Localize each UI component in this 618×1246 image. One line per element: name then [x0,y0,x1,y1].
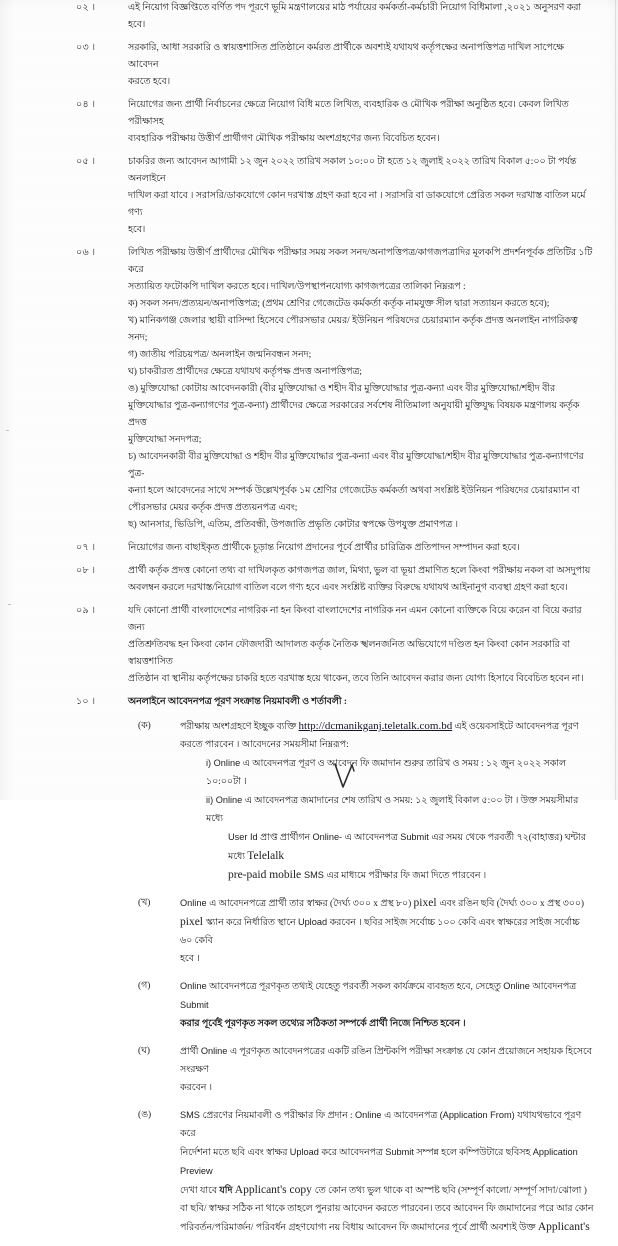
inline-bengali-text: এ আবেদনপত্রে প্রার্থী তার স্বাক্ষর (দৈর্ঘ্য ৩০০ x প্রস্থ ৮০) [209,899,414,909]
text-line [180,1143,594,1181]
text-line: চাকরির জন্য আবেদন আগামী ১২ জুন ২০২২ তারিখ সকাল ১০:০০ টা হতে ১২ জুলাই ২০২২ তারিখ বিকাল ৫:০০ টা পর্যন্ত অনলাইনে [128,157,577,184]
inline-english-text: Submit [400,832,432,842]
inline-english-text: Online [180,898,210,908]
clause-text [120,603,594,688]
text-line: সত্যায়িত ফটোকপি দাখিল করতে হবে। দাখিল/উপস্থাপনযোগ্য কাগজপত্রের তালিকা নিম্নরূপ : [128,282,466,292]
sub-clause-gap [128,968,594,977]
text-line [206,791,594,828]
text-line: হবে। [128,225,146,235]
text-line: অবলম্বন করলে দরখাস্ত/নিয়োগ বাতিল বলে গণ্য হবে এবং সংশ্লিষ্ট ব্যক্তির বিরুদ্ধে যথাযথ আইনানুগ ব্যবস্থা গ্রহণ করা হবে। [128,583,568,593]
inline-bengali-text: পরিবর্তন/পরিমার্জন/ পরিবর্ধন গ্রহণযোগ্য নয় বিধায় আবেদন ফি জমাদানের পূর্বে প্রার্থী অবশ্যই উক্ত [180,1223,538,1233]
clause-row [0,0,618,34]
text-line [180,1200,594,1218]
inline-bengali-text: করবেন । ছবির সাইজ সর্বোচ্চ ১০০ কেবি এবং স্বাক্ষরের সাইজ সর্বোচ্চ ৬০ কেবি [180,918,580,946]
text-line: প্রতিশ্রুতিবদ্ধ হন কিংবা কোন ফৌজদারী আদালত কর্তৃক নৈতিক স্খলনজনিত অভিযোগে দণ্ডিত হন কিংবা কোন সরকারি বা স্বায়ত্তশাসিত [128,640,571,667]
text-line [180,1106,594,1143]
clause-row [0,154,618,239]
clause-number: ১০ । [76,697,96,707]
sub-clause-text [180,1042,594,1097]
sub-clause-gap [128,1237,594,1246]
text-line: ছ) আনসার, ভিডিপি, এতিম, প্রতিবন্ধী, উপজাতি প্রভৃতি কোটার স্বপক্ষে উপযুক্ত প্রমাণপত্র । [128,520,458,530]
inline-english-text: Upload [297,917,330,927]
text-line: ক) সকল সনদ/প্রত্যয়ন/অনাপত্তিপত্র; (প্রথম শ্রেণির গেজেটেড কর্মকর্তা কর্তৃক নামযুক্ত সীল দ্বারা সত্যায়ন করতে হবে); [128,299,550,309]
clause-number: ০৩ । [76,43,96,53]
text-line [180,1079,594,1097]
clause-text [120,540,594,557]
inline-english-text: pixel [180,916,206,928]
clause-number: ০৮ । [76,566,96,576]
text-line [180,894,594,913]
clause-number: ০৪ । [76,100,96,110]
text-line: চ) আবেদনকারী বীর মুক্তিযোদ্ধা ও শহীদ বীর মুক্তিযোদ্ধার পুত্র-কন্যা এবং বীর মুক্তিযোদ্ধা/শহীদ বীর মুক্তিযোদ্ধার পুত্র-কন্যাগণের পুত্র- [128,452,584,479]
inline-bengali-text: যথাযথভাবে পূরণ করে [180,1111,582,1139]
sub-clause-row [128,894,594,968]
inline-bengali-text: আবেদনপত্রে পূরণকৃত তথ্যই যেহেতু পরবর্তী সকল কার্যক্রমে ব্যবহৃত হবে, সেহেতু [209,982,504,992]
clause-row [0,245,618,534]
text-line: পৌরসভার মেয়র কর্তৃক প্রদত্ত প্রত্যয়নপত্র এবং; [128,503,298,513]
inline-bengali-text: এর মাধ্যমে পরীক্ষার ফি জমা দিতে পারবেন । [326,871,487,881]
inline-bengali-text: প্রার্থী [180,1047,201,1057]
sub-clause-row [128,1042,594,1097]
sub-clause-letter: (খ) [138,898,151,908]
inline-bengali-text: হবে । [180,954,200,964]
inline-bengali-text: সম্পন্ন হলে কম্পিউটারে ছবিসহ [416,1148,533,1158]
text-line [180,1181,594,1200]
inline-bengali-text: স্ক্যান করে নির্ধারিত স্থানে [205,918,298,928]
inline-english-text: Applicant's copy [234,1184,315,1196]
clause-text [120,0,594,34]
inline-english-text: Application Preview [180,1147,578,1176]
application-website-link[interactable]: http://dcmanikganj.teletalk.com.bd [298,720,453,732]
inline-bengali-text: করবেন । [180,1083,212,1093]
inline-english-text: Submit [180,1000,209,1010]
sub-clause-letter: (ঘ) [138,1046,151,1056]
inline-bengali-text: প্রাপ্ত প্রার্থীগন [260,833,313,843]
clause-10-heading: অনলাইনে আবেদনপত্র পূরণ সংক্রান্ত নিয়মাবলী ও শর্তাবলী : [128,697,348,707]
text-line [206,828,594,866]
text-line: মুক্তিযোদ্ধার পুত্র-কন্যাগণের পুত্র-কন্যা) প্রার্থীদের ক্ষেত্রে সরকারের সর্বশেষ নীতিমালা অনুযায়ী মুক্তিযুদ্ধ বিষয়ক মন্ত্রণালয় কর্তৃক প্রদত্ত [128,401,580,428]
text-line [180,1042,594,1079]
text-line: লিখিত পরীক্ষায় উত্তীর্ণ প্রার্থীদের মৌখিক পরীক্ষার সময় সকল সনদ/অনাপত্তিপত্র/কাগজপত্রাদির মূলকপি প্রদর্শনপূর্বক প্রতিটির ১টি করে [128,248,593,275]
handwritten-tick-mark [332,762,358,792]
clause-text [120,154,594,239]
inline-english-text: ii) Online [206,795,245,805]
inline-bengali-text: নির্দেশনা মতে ছবি এবং স্বাক্ষর [180,1148,290,1158]
clause-row [0,97,618,148]
text-line: প্রার্থী কর্তৃক প্রদত্ত কোনো তথ্য বা দাখিলকৃত কাগজপত্র জাল, মিথ্যা, ভুল বা ভূয়া প্রমাণিত হলে কিংবা পরীক্ষায় নকল বা অসদুপায় [128,566,591,576]
inline-bengali-text: পরীক্ষায় অংশগ্রহণে ইচ্ছুক ব্যক্তি [180,722,299,732]
inline-english-text: i) Online [206,758,243,768]
inline-bengali-text: এ পূরণকৃত আবেদনপত্রের একটি রঙিন প্রিন্টকপি পরীক্ষা সংক্রান্ত যে কোন প্রয়োজনে সহায়ক হিসেবে সংরক্ষণ [180,1047,592,1075]
sub-clause-gap [128,1033,594,1042]
sub-clause-text [180,717,594,885]
sub-clause-text [180,894,594,968]
text-line: মুক্তিযোদ্ধা সনদপত্র; [128,435,202,445]
inline-english-text: SMS [180,1110,203,1120]
inline-english-text: Online [200,1046,230,1056]
inline-bengali-text: দেখা যাবে [180,1186,220,1196]
clause-text [120,563,594,597]
sub-clause-row [128,977,594,1033]
sub-clause-letter: (গ) [138,981,151,991]
inline-english-text: Applicant's [537,1221,590,1233]
inline-english-text: SMS [304,870,327,880]
text-line: খ) মানিকগঞ্জ জেলার স্থায়ী বাসিন্দা হিসেবে পৌরসভার মেয়র/ ইউনিয়ন পরিষদের চেয়ারম্যান কর্তৃক প্রদত্ত অনলাইন নাগরিকত্ব সনদ; [128,316,578,343]
text-line: ঙ) মুক্তিযোদ্ধা কোটায় আবেদনকারী (বীর মুক্তিযোদ্ধা ও শহীদ বীর মুক্তিযোদ্ধার পুত্র-কন্যা এবং বীর মুক্তিযোদ্ধা/শহীদ বীর [128,384,556,394]
text-line: করতে হবে। [128,77,171,87]
clause-row [0,40,618,91]
inline-english-text: Online- [312,832,345,842]
sub-clause-text [180,1106,594,1237]
inline-english-text: Upload [289,1147,322,1157]
sub-clause-letter: (ঙ) [138,1110,152,1120]
text-line: ঘ) চাকরীরত প্রার্থীদের ক্ষেত্রে যথাযথ কর্তৃপক্ষ প্রদত্ত অনাপত্তিপত্র; [128,367,362,377]
inline-english-text: Online [354,1110,385,1120]
inline-bengali-text: যদি [219,1186,235,1196]
sub-clause-row [128,1106,594,1237]
clause-number: ০৬ । [76,248,96,258]
sub-clause-row [128,717,594,885]
inline-bengali-text: করতে পারবেন । আবেদনের সময়সীমা নিম্নরূপ: [180,740,349,750]
clause-text [120,97,594,148]
clause-row [0,603,618,688]
clause-row [0,540,618,557]
clause-number: ০৫ । [76,157,96,167]
text-line [180,1218,594,1237]
clause-row-10 [0,694,618,1246]
text-line: প্রতিষ্ঠান বা স্থানীয় কর্তৃপক্ষের চাকরি হতে বরখাস্ত হয়ে থাকেন, তবে তিনি আবেদন করার জন্য যোগ্য হিসাবে বিবেচিত হবেন না। [128,674,584,684]
clause-text [120,40,594,91]
clause-number: ০৯ । [76,606,96,616]
inline-english-text: User Id [228,832,261,842]
inline-bengali-text: বা ছবি/ স্বাক্ষর সঠিক না থাকে তাহলে পুনরায় আবেদন করতে পারবেন। তবে আবেদন ফি জমাদানের পরে আর কোন [180,1204,594,1214]
roman-sub-list [180,754,594,885]
clause-text [120,245,594,534]
text-line: ব্যবহারিক পরীক্ষায় উত্তীর্ণ প্রার্থীগণ মৌখিক পরীক্ষায় অংশগ্রহণের জন্য বিবেচিত হবেন। [128,134,440,144]
sub-clause-gap [128,885,594,894]
text-line [180,950,594,968]
text-line [180,977,594,1015]
text-line [180,913,594,950]
text-line: যদি কোনো প্রার্থী বাংলাদেশের নাগরিক না হন কিংবা বাংলাদেশের নাগরিক নন এমন কোনো ব্যক্তিকে বিয়ে করেন বা বিয়ে করার জন্য [128,606,582,633]
text-line: নিয়োগের জন্য প্রার্থী নির্বাচনের ক্ষেত্রে নিয়োগ বিধি মতে লিখিত, ব্যবহারিক ও মৌখিক পরীক্ষা অনুষ্ঠিত হবে। কেবল লিখিত পরীক্ষাসহ [128,100,569,127]
inline-english-text: (Application From) [439,1110,518,1120]
inline-bengali-text: এ আবেদনপত্র [344,833,401,843]
inline-english-text: Telelalk [247,850,285,862]
inline-bengali-text: এই ওয়েবসাইটে আবেদনপত্র পূরণ [452,722,579,732]
inline-bengali-text: করার পূর্বেই পূরণকৃত সকল তথ্যের সঠিকতা সম্পর্কে প্রার্থী নিজে নিশ্চিত হবেন । [180,1019,466,1029]
inline-bengali-text: করে আবেদনপত্র [321,1148,386,1158]
text-line: নিয়োগের জন্য বাছাইকৃত প্রার্থীকে চূড়ান্ত নিয়োগ প্রদানের পূর্বে প্রার্থীর চারিত্রিক প্রতিপাদন সম্পাদন করা হবে। [128,543,520,553]
text-line: গ) জাতীয় পরিচয়পত্র/ অনলাইন জন্মনিবন্ধন সনদ; [128,350,312,360]
inline-bengali-text: প্রেরণের নিয়মাবলী ও পরীক্ষার ফি প্রদান : [202,1111,355,1121]
inline-bengali-text: এ আবেদনপত্র পূরণ ও আবেদন ফি জমাদান শুরুর তারিখ ও সময় : ১২ জুন ২০২২ সকাল ১০:০০টা । [206,759,566,787]
text-line: দাখিল করা যাবে । সরাসরি/ডাকযোগে কোন দরখাস্ত গ্রহণ করা হবে না । সরাসরি বা ডাকযোগে প্রেরিত সকল দরখাস্ত বাতিল মর্মে গণ্য [128,191,586,218]
inline-bengali-text: এ আবেদনপত্র [384,1111,440,1121]
inline-english-text: Online [503,981,533,991]
clause-row [0,563,618,597]
inline-bengali-text: এর সময় থেকে পরবর্তী ৭২(বাহাত্তর) ঘন্টার মধ্যে [228,833,586,862]
text-line: এই নিয়োগ বিজ্ঞপ্তিতে বর্ণিত পদ পূরণে ভূমি মন্ত্রণালয়ের মাঠ পর্যায়ের কর্মকর্তা-কর্মচারী নিয়োগ বিধিমালা ,২০২১ অনুসরণ করা হবে। [128,3,582,30]
inline-bengali-text: তে কোন তথ্য ভুল থাকে বা অস্পষ্ট ছবি (সম্পূর্ণ কালো/ সম্পূর্ণ সাদা/ঝোলা ) [314,1186,587,1196]
text-line [206,866,594,885]
inline-bengali-text: এবং রঙিন ছবি (দৈর্ঘ্য ৩০০ x প্রস্থ ৩০০) [439,899,585,909]
sub-clause-text [180,977,594,1033]
inline-english-text: Online [180,981,210,991]
inline-english-text: pre-paid mobile [228,869,305,881]
sub-clause-letter: (ক) [138,721,151,731]
text-line [206,754,594,791]
inline-bengali-text: এ আবেদনপত্র জমাদানের শেষ তারিখ ও সময়: ১২ জুলাই বিকাল ৫:০০ টা । উক্ত সময়সীমার মধ্যে [206,796,579,824]
text-line [180,717,594,736]
text-line: সরকারি, আধা সরকারি ও স্বায়ত্তশাসিত প্রতিষ্ঠানে কর্মরত প্রার্থীকে অবশ্যই যথাযথ কর্তৃপক্ষের অনাপত্তিপত্র দাখিল সাপেক্ষে আবেদন [128,43,564,70]
inline-bengali-text: আবেদনপত্র [532,982,577,992]
text-line: কন্যা হলে আবেদনের সাথে সম্পর্ক উল্লেখপূর্বক ১ম শ্রেণির গেজেটেড কর্মকর্তা অথবা সংশ্লিষ্ট ইউনিয়ন পরিষদের চেয়ারম্যান বা [128,486,580,496]
text-line [180,1015,594,1033]
clause-number: ০৭ । [76,543,96,553]
inline-english-text: Submit [385,1147,417,1157]
sub-clause-gap [128,1097,594,1106]
inline-english-text: pixel [413,897,440,909]
clause-number: ০২ । [76,3,96,13]
text-line [180,736,594,754]
